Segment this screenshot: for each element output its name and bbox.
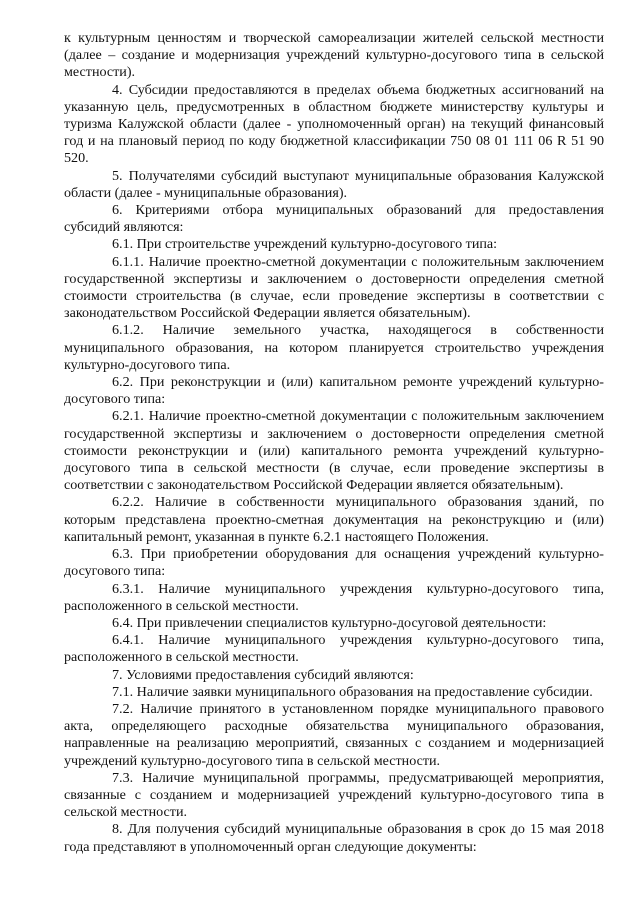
paragraph-7-2: 7.2. Наличие принятого в установленном порядке муниципального правового акта, определяющего расходные обязательства муниципального образования, направленные на реализацию мероприятий, связанных с созданием и модернизацией учреждений культурно-досугового типа в сельской местности.	[64, 700, 604, 769]
paragraph-6: 6. Критериями отбора муниципальных образований для предоставления субсидий являются:	[64, 202, 604, 236]
paragraph-8: 8. Для получения субсидий муниципальные образования в срок до 15 мая 2018 года представляют в уполномоченный орган следующие документы:	[64, 821, 604, 855]
paragraph-6-4-1: 6.4.1. Наличие муниципального учреждения культурно-досугового типа, расположенного в сельской местности.	[64, 632, 604, 666]
paragraph-4: 4. Субсидии предоставляются в пределах объема бюджетных ассигнований на указанную цель, предусмотренных в областном бюджете министерству культуры и туризма Калужской области (далее - уполномоченный орган) на текущий финансовый год и на плановый период по коду бюджетной классификации 750 08 01 111 06 R 51 90 520.	[64, 81, 604, 167]
paragraph-6-1-2: 6.1.2. Наличие земельного участка, находящегося в собственности муниципального образования, на котором планируется строительство учреждения культурно-досугового типа.	[64, 322, 604, 373]
paragraph-5: 5. Получателями субсидий выступают муниципальные образования Калужской области (далее - муниципальные образования).	[64, 167, 604, 201]
paragraph-6-2-2: 6.2.2. Наличие в собственности муниципального образования зданий, по которым представлена проектно-сметная документация на реконструкцию и (или) капитальный ремонт, указанная в пункте 6.2.1 настоящего Положения.	[64, 494, 604, 545]
paragraph-6-4: 6.4. При привлечении специалистов культурно-досуговой деятельности:	[112, 614, 547, 631]
paragraph-6-1-1: 6.1.1. Наличие проектно-сметной документации с положительным заключением государственной экспертизы и заключением о достоверности определения сметной стоимости строительства (в случае, если проведение экспертизы в соответствии с законодательством Российской Федерации является обязательным).	[64, 253, 604, 322]
paragraph-6-3-1: 6.3.1. Наличие муниципального учреждения культурно-досугового типа, расположенного в сельской местности.	[64, 580, 604, 614]
paragraph-7-3: 7.3. Наличие муниципальной программы, предусматривающей мероприятия, связанные с созданием и модернизацией учреждений культурно-досугового типа в сельской местности.	[64, 769, 604, 821]
paragraph-6-3: 6.3. При приобретении оборудования для оснащения учреждений культурно-досугового типа:	[64, 546, 604, 580]
paragraph-continuation: к культурным ценностям и творческой самореализации жителей сельской местности (далее – создание и модернизация учреждений культурно-досугового типа в сельской местности).	[64, 30, 604, 81]
paragraph-6-2-1: 6.2.1. Наличие проектно-сметной документации с положительным заключением государственной экспертизы и заключением о достоверности определения сметной стоимости реконструкции и (или) капитального ремонта учреждений культурно-досугового типа в сельской местности (в случае, если проведение экспертизы в соответствии с законодательством Российской Федерации является обязательным).	[64, 408, 604, 494]
document-page	[64, 30, 604, 856]
paragraph-6-1: 6.1. При строительстве учреждений культурно-досугового типа:	[112, 236, 498, 253]
paragraph-7-1: 7.1. Наличие заявки муниципального образования на предоставление субсидии.	[112, 683, 593, 700]
paragraph-7: 7. Условиями предоставления субсидий являются:	[112, 666, 414, 683]
paragraph-6-2: 6.2. При реконструкции и (или) капитальном ремонте учреждений культурно-досугового типа:	[64, 374, 604, 408]
